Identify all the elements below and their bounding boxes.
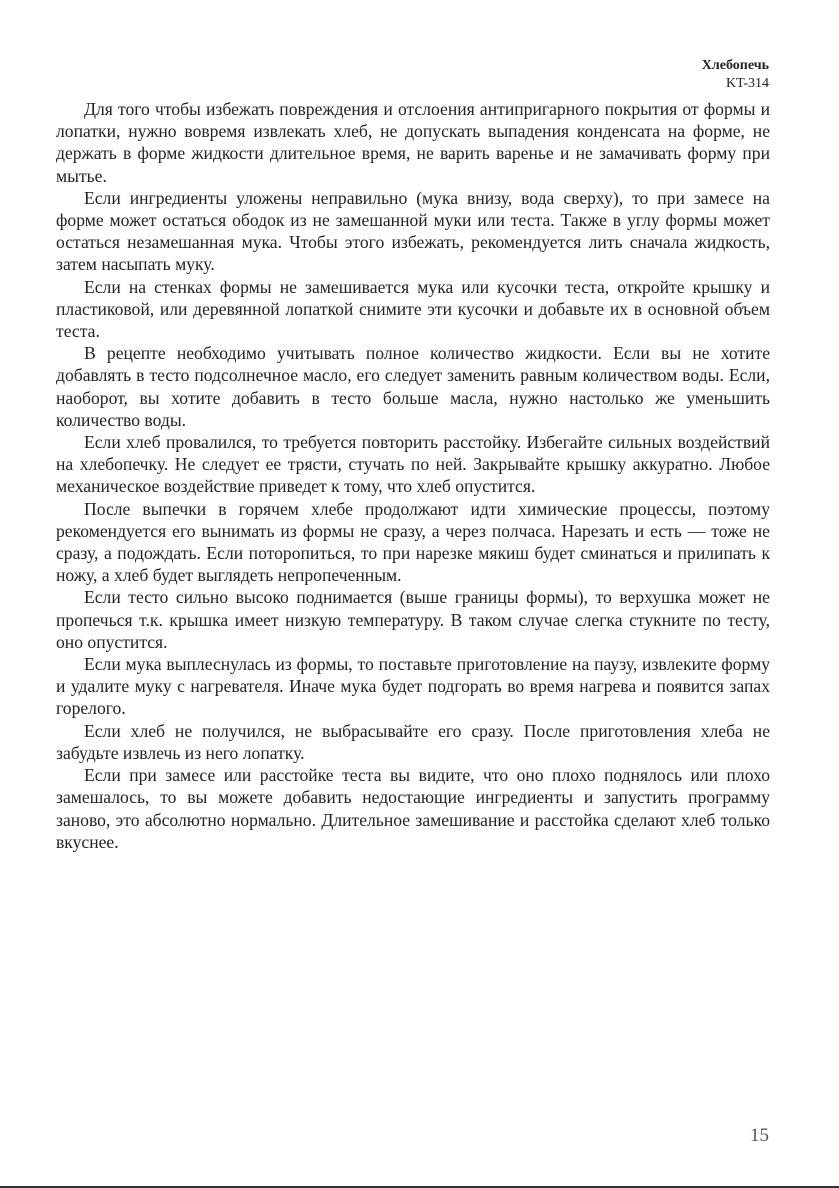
page-number: 15: [750, 1125, 769, 1146]
paragraph-10: Если при замесе или расстойке теста вы видите, что оно плохо поднялось или плохо замешалось, то вы можете добавить недостающие ингредиенты и запустить программу заново, это абсолютно нормально. Длительное замешивание и расстойка сделают хлеб только вкуснее.: [56, 765, 770, 852]
paragraph-8: Если мука выплеснулась из формы, то поставьте приготовление на паузу, извлеките форму и удалите муку с нагревателя. Иначе мука будет подгорать во время нагрева и появится запах горелого.: [56, 654, 770, 719]
paragraph-2: Если ингредиенты уложены неправильно (мука внизу, вода сверху), то при замесе на форме может остаться ободок из не замешанной муки или теста. Также в углу формы может остаться незамешанная мука. Чтобы этого избежать, рекомендуется лить сначала жидкость, затем насыпать муку.: [56, 187, 770, 275]
header-model-number: KT-314: [725, 76, 769, 91]
header-product-title: Хлебопечь: [701, 58, 769, 73]
paragraph-3: Если на стенках формы не замешивается мука или кусочки теста, откройте крышку и пластиковой, или деревянной лопаткой снимите эти кусочки и добавьте их в основной объем теста.: [56, 276, 770, 342]
paragraph-7: Если тесто сильно высоко поднимается (выше границы формы), то верхушка может не пропечься т.к. крышка имеет низкую температуру. В таком случае слегка стукните по тесту, оно опустится.: [56, 587, 770, 652]
running-header: [702, 57, 769, 93]
paragraph-4: В рецепте необходимо учитывать полное количество жидкости. Если вы не хотите добавлять в тесто подсолнечное масло, его следует заменить равным количеством воды. Если, наоборот, вы хотите добавить в тесто больше масла, нужно настолько же уменьшить количество воды.: [56, 343, 770, 430]
paragraph-9: Если хлеб не получился, не выбрасывайте его сразу. После приготовления хлеба не забудьте извлечь из него лопатку.: [56, 720, 770, 763]
body-text: [56, 98, 770, 853]
paragraph-5: Если хлеб провалился, то требуется повторить расстойку. Избегайте сильных воздействий на хлебопечку. Не следует ее трясти, стучать по ней. Закрывайте крышку аккуратно. Любое механическое воздействие приведет к тому, что хлеб опустится.: [56, 432, 770, 497]
paragraph-6: После выпечки в горячем хлебе продолжают идти химические процессы, поэтому рекомендуется его вынимать из формы не сразу, а через полчаса. Нарезать и есть — тоже не сразу, а подождать. Если поторопиться, то при нарезке мякиш будет сминаться и прилипать к ножу, а хлеб будет выглядеть непропеченным.: [56, 498, 770, 586]
paragraph-1: Для того чтобы избежать повреждения и отслоения антипригарного покрытия от формы и лопатки, нужно вовремя извлекать хлеб, не допускать выпадения конденсата на форме, не держать в форме жидкости длительное время, не варить варенье и не замачивать форму при мытье.: [56, 99, 770, 186]
